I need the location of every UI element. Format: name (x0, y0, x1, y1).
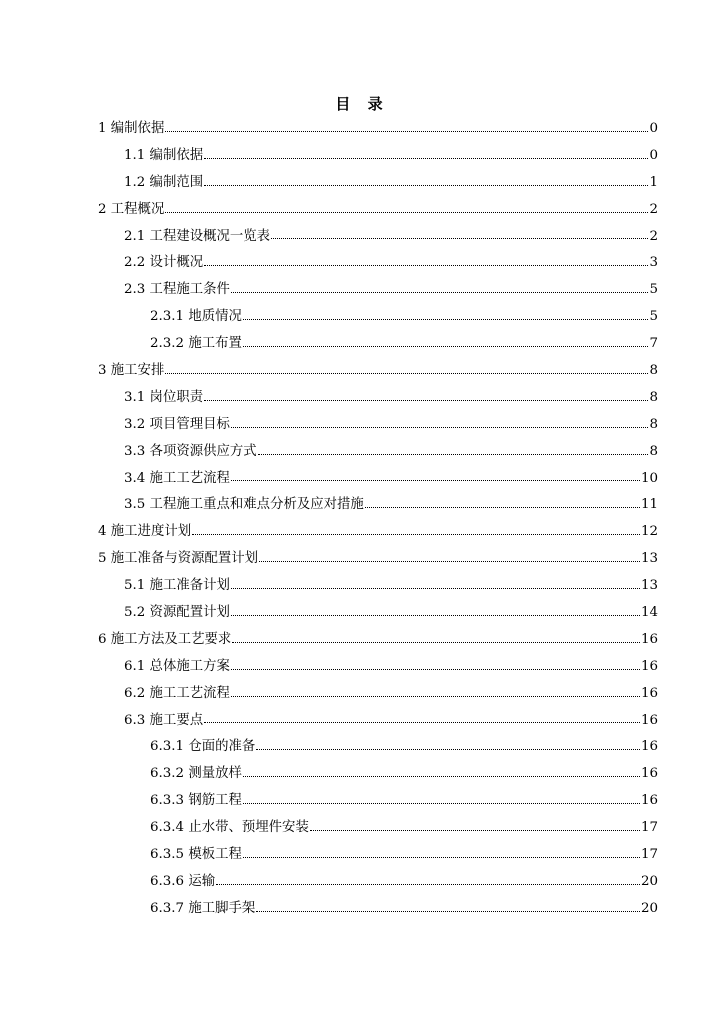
dot-leader (232, 642, 640, 643)
toc-entry[interactable] (98, 250, 658, 277)
toc-entry[interactable] (98, 170, 658, 197)
dot-leader (271, 238, 648, 239)
dot-leader (231, 615, 640, 616)
toc-entry-page-number: 8 (649, 416, 658, 432)
toc-entry-label: 6.3 施工要点 (124, 712, 204, 728)
dot-leader (165, 373, 648, 374)
toc-entry-page-number: 0 (649, 147, 658, 163)
dot-leader (165, 212, 648, 213)
toc-entry-page-number: 10 (640, 470, 658, 486)
toc-entry[interactable] (98, 681, 658, 708)
toc-entry-page-number: 16 (640, 658, 658, 674)
toc-entry-label: 2.1 工程建设概况一览表 (124, 228, 271, 244)
toc-entry[interactable] (98, 869, 658, 896)
toc-entry-label: 6.3.2 测量放样 (150, 766, 242, 782)
toc-entry[interactable] (98, 519, 658, 546)
toc-entry-label: 3.5 工程施工重点和难点分析及应对措施 (124, 497, 364, 513)
toc-entry-label: 2.3.2 施工布置 (150, 336, 242, 352)
table-of-contents (98, 116, 658, 923)
dot-leader (243, 319, 649, 320)
toc-entry-label: 5.2 资源配置计划 (124, 605, 230, 621)
toc-entry[interactable] (98, 331, 658, 358)
toc-entry-page-number: 20 (640, 873, 658, 889)
toc-entry-label: 1.2 编制范围 (124, 174, 204, 190)
toc-entry[interactable] (98, 412, 658, 439)
toc-entry-page-number: 13 (640, 551, 658, 567)
dot-leader (231, 696, 640, 697)
toc-entry[interactable] (98, 492, 658, 519)
toc-entry-label: 4 施工进度计划 (98, 524, 192, 540)
toc-entry[interactable] (98, 304, 658, 331)
toc-entry[interactable] (98, 734, 658, 761)
toc-entry-label: 3.4 施工工艺流程 (124, 470, 230, 486)
toc-entry-page-number: 17 (640, 820, 658, 836)
toc-entry[interactable] (98, 627, 658, 654)
toc-entry-label: 2.2 设计概况 (124, 255, 204, 271)
dot-leader (258, 454, 649, 455)
toc-entry-label: 1.1 编制依据 (124, 147, 204, 163)
toc-entry-page-number: 16 (640, 712, 658, 728)
toc-entry-page-number: 14 (640, 605, 658, 621)
dot-leader (231, 669, 640, 670)
toc-entry-page-number: 16 (640, 793, 658, 809)
toc-entry-label: 6.3.7 施工脚手架 (150, 900, 256, 916)
dot-leader (204, 400, 648, 401)
toc-entry-page-number: 2 (649, 228, 658, 244)
toc-entry[interactable] (98, 197, 658, 224)
dot-leader (231, 292, 649, 293)
toc-entry-label: 2 工程概况 (98, 201, 165, 217)
toc-entry-label: 3.2 项目管理目标 (124, 416, 230, 432)
dot-leader (256, 911, 640, 912)
dot-leader (243, 857, 640, 858)
toc-entry-page-number: 8 (649, 363, 658, 379)
toc-entry[interactable] (98, 896, 658, 923)
toc-entry[interactable] (98, 116, 658, 143)
toc-entry-label: 6.3.6 运输 (150, 873, 216, 889)
toc-entry-label: 3 施工安排 (98, 363, 165, 379)
dot-leader (204, 185, 648, 186)
toc-entry-page-number: 16 (640, 631, 658, 647)
toc-entry-page-number: 5 (649, 309, 658, 325)
dot-leader (256, 749, 640, 750)
dot-leader (165, 131, 648, 132)
page-title: 目 录 (335, 95, 389, 113)
toc-entry-label: 6.3.4 止水带、预埋件安装 (150, 820, 309, 836)
toc-entry-label: 5 施工准备与资源配置计划 (98, 551, 259, 567)
toc-entry-page-number: 16 (640, 766, 658, 782)
toc-entry-page-number: 8 (649, 443, 658, 459)
toc-entry-page-number: 7 (649, 336, 658, 352)
dot-leader (231, 480, 640, 481)
toc-entry-label: 2.3.1 地质情况 (150, 309, 242, 325)
toc-entry-label: 6.3.3 钢筋工程 (150, 793, 242, 809)
dot-leader (365, 507, 640, 508)
toc-entry-page-number: 13 (640, 578, 658, 594)
toc-entry-label: 6 施工方法及工艺要求 (98, 631, 232, 647)
toc-entry[interactable] (98, 358, 658, 385)
dot-leader (231, 427, 649, 428)
toc-entry-label: 3.3 各项资源供应方式 (124, 443, 257, 459)
toc-entry[interactable] (98, 466, 658, 493)
dot-leader (243, 346, 649, 347)
toc-entry-page-number: 16 (640, 685, 658, 701)
toc-entry-page-number: 5 (649, 282, 658, 298)
toc-entry[interactable] (98, 573, 658, 600)
toc-entry[interactable] (98, 600, 658, 627)
toc-entry[interactable] (98, 546, 658, 573)
toc-entry-label: 5.1 施工准备计划 (124, 578, 230, 594)
toc-entry-page-number: 2 (649, 201, 658, 217)
toc-entry[interactable] (98, 842, 658, 869)
toc-entry-label: 6.3.5 模板工程 (150, 847, 242, 863)
dot-leader (231, 588, 640, 589)
dot-leader (259, 561, 640, 562)
dot-leader (216, 884, 640, 885)
toc-entry-page-number: 12 (640, 524, 658, 540)
dot-leader (243, 776, 640, 777)
toc-entry-page-number: 3 (649, 255, 658, 271)
toc-entry[interactable] (98, 815, 658, 842)
toc-entry-label: 6.3.1 仓面的准备 (150, 739, 256, 755)
toc-entry-label: 2.3 工程施工条件 (124, 282, 230, 298)
toc-entry[interactable] (98, 708, 658, 735)
toc-entry-page-number: 16 (640, 739, 658, 755)
toc-entry-label: 6.2 施工工艺流程 (124, 685, 230, 701)
toc-entry-page-number: 8 (649, 389, 658, 405)
toc-entry-page-number: 20 (640, 900, 658, 916)
toc-entry-label: 6.1 总体施工方案 (124, 658, 230, 674)
toc-entry-label: 1 编制依据 (98, 121, 165, 136)
dot-leader (243, 803, 640, 804)
toc-entry[interactable] (98, 385, 658, 412)
toc-entry[interactable] (98, 654, 658, 681)
dot-leader (204, 722, 640, 723)
toc-entry[interactable] (98, 143, 658, 170)
dot-leader (204, 158, 648, 159)
dot-leader (310, 830, 640, 831)
toc-entry[interactable] (98, 761, 658, 788)
dot-leader (204, 265, 648, 266)
toc-entry[interactable] (98, 788, 658, 815)
toc-entry[interactable] (98, 277, 658, 304)
toc-entry-page-number: 11 (640, 497, 658, 513)
toc-entry-page-number: 1 (649, 174, 658, 190)
toc-entry-page-number: 0 (649, 121, 658, 136)
toc-entry[interactable] (98, 439, 658, 466)
toc-entry-label: 3.1 岗位职责 (124, 389, 204, 405)
toc-entry[interactable] (98, 224, 658, 251)
dot-leader (192, 534, 640, 535)
toc-entry-page-number: 17 (640, 847, 658, 863)
